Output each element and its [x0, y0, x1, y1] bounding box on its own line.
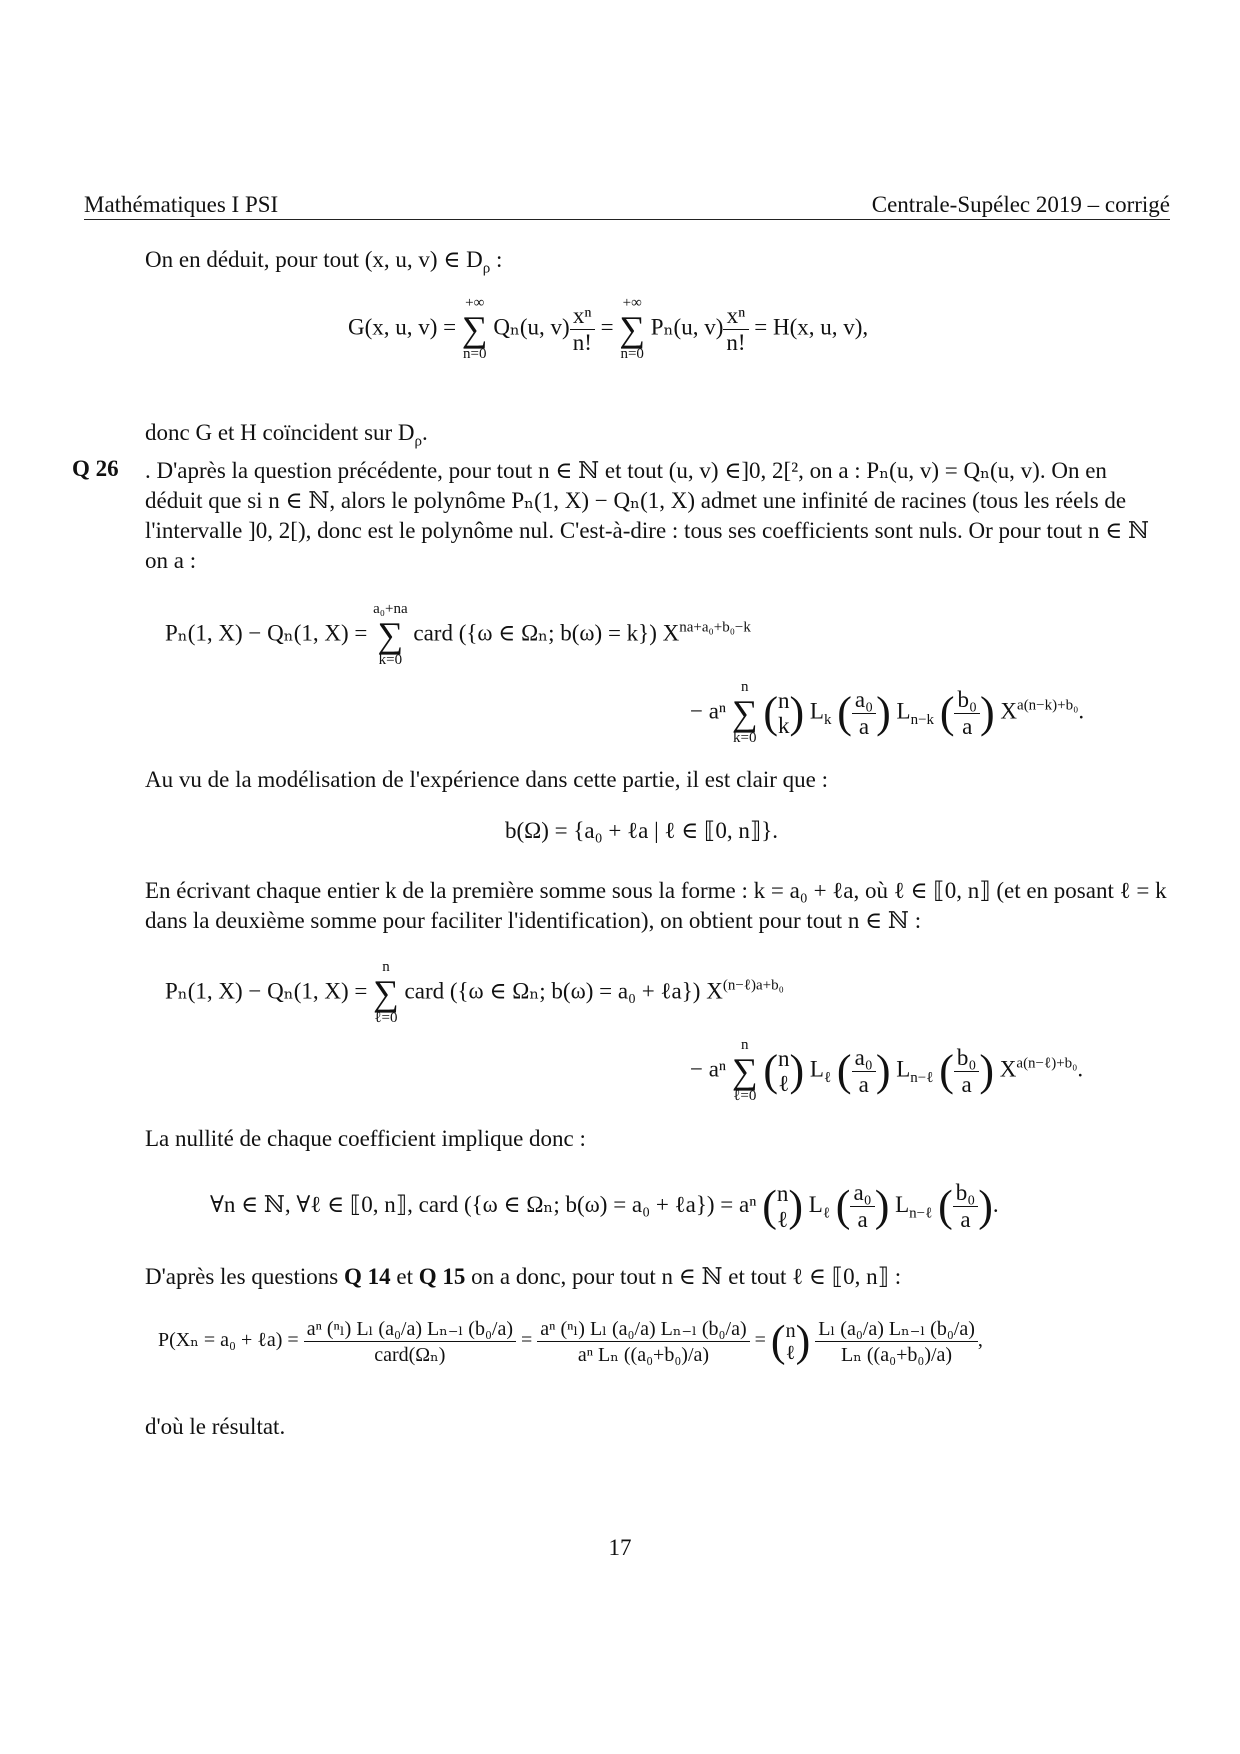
eq5-L2: L [895, 1191, 910, 1217]
eq1-frac-den: n! [572, 329, 592, 355]
eq2-exponent: na+a₀+b₀−k [679, 619, 751, 636]
ref-q15: Q 15 [418, 1264, 466, 1289]
eq6-f2-num: aⁿ (ⁿₗ) Lₗ (a₀/a) Lₙ₋ₗ (b₀/a) [537, 1316, 749, 1342]
left-paren: ( [837, 688, 852, 737]
eq5-f2-num: b₀ [953, 1180, 979, 1207]
eq2b-prefix: − aⁿ [690, 698, 727, 724]
left-paren: ( [939, 1046, 954, 1095]
right-paren: ) [874, 1181, 890, 1231]
eq6-binom-top: n [785, 1319, 796, 1342]
eq2b-f2-den: a [962, 713, 973, 739]
questions-pre: D'après les questions [145, 1264, 344, 1289]
eq2-sum [373, 602, 408, 668]
eq5-f1-num: a₀ [850, 1180, 874, 1207]
left-paren: ( [939, 688, 955, 737]
eq4b-f2-num: b₀ [954, 1045, 980, 1072]
left-paren: ( [763, 688, 779, 737]
final-paragraph: d'où le résultat. [145, 1414, 286, 1439]
eq1-sum-1 [462, 296, 488, 362]
eq4b-frac-1 [852, 1045, 876, 1098]
nullite-paragraph: La nullité de chaque coefficient implique donc : [145, 1126, 586, 1151]
eq4b-binom-bot: ℓ [778, 1071, 790, 1096]
right-paren: ) [789, 688, 805, 737]
right-paren: ) [876, 688, 891, 737]
eq1-frac-2 [723, 303, 748, 356]
eq5-L1-sub: ℓ [822, 1205, 831, 1222]
modelisation-paragraph: Au vu de la modélisation de l'expérience dans cette partie, il est clair que : [145, 767, 829, 792]
ecriture-paragraph: En écrivant chaque entier k de la première somme sous la forme : k = a₀ + ℓa, où ℓ ∈ ⟦0, n⟧ (et en posant ℓ = k dans la deuxième somme pour faciliter l'identification), on obtient pour tout n ∈ ℕ : [145, 878, 1167, 933]
eq2b-binom-top: n [778, 687, 790, 713]
eq1-frac-1 [570, 303, 595, 356]
eq4-exponent: (n−ℓ)a+b₀ [722, 977, 784, 994]
eq4b-sum-top: n [741, 1037, 749, 1053]
eq5-frac-1 [850, 1180, 874, 1233]
eq2b-L1-sub: k [823, 711, 832, 728]
equation-5 [210, 1180, 999, 1233]
eq5-L2-sub: n−ℓ [909, 1205, 933, 1222]
eq2b-sum-top: n [741, 679, 749, 695]
eq5-binom-bot: ℓ [777, 1206, 789, 1232]
equation-3: b(Ω) = {a₀ + ℓa | ℓ ∈ ⟦0, n⟧}. [505, 818, 779, 843]
eq2-sum-top: a₀+na [373, 601, 408, 617]
eq4b-f2-den: a [961, 1071, 972, 1097]
eq4b-L2-sub: n−ℓ [910, 1069, 934, 1086]
conclusion-paragraph [145, 418, 1170, 457]
eq5-L1: L [808, 1191, 823, 1217]
eq2b-L1: L [809, 698, 824, 724]
eq4b-f1-num: a₀ [852, 1045, 876, 1072]
eq6-equals-2: = [754, 1329, 766, 1352]
eq2b-L2: L [896, 698, 911, 724]
left-paren: ( [763, 1046, 779, 1095]
ref-q14: Q 14 [343, 1264, 391, 1289]
eq1-equals: = [600, 314, 614, 340]
eq2b-L2-sub: n−k [910, 711, 935, 728]
eq4b-prefix: − aⁿ [690, 1056, 727, 1082]
eq2b-sum [732, 680, 758, 746]
eq6-f3-num: Lₗ (a₀/a) Lₙ₋ₗ (b₀/a) [815, 1316, 978, 1342]
eq4b-sum-bot: ℓ=0 [733, 1088, 757, 1104]
eq1-sum2-bot: n=0 [620, 346, 644, 362]
right-paren: ) [789, 1046, 805, 1095]
eq6-left: P(Xₙ = a₀ + ℓa) = [158, 1329, 299, 1352]
eq6-frac-3 [815, 1316, 978, 1367]
questions-paragraph [145, 1262, 1170, 1292]
right-paren: ) [788, 1181, 804, 1231]
intro-sub: ρ [482, 260, 491, 277]
eq6-binom-bot: ℓ [785, 1341, 796, 1364]
eq1-frac2-num: xⁿ [723, 303, 748, 330]
intro-text: On en déduit, pour tout (x, u, v) ∈ D [145, 247, 483, 272]
left-paren: ( [836, 1046, 852, 1095]
left-paren: ( [938, 1181, 953, 1231]
eq2b-sum-bot: k=0 [733, 730, 757, 746]
eq4b-sum [732, 1038, 758, 1104]
sigma-symbol: ∑ [731, 693, 758, 733]
sigma-symbol: ∑ [461, 309, 488, 349]
eq1-frac2-den: n! [726, 329, 746, 355]
eq4b-L1: L [809, 1056, 824, 1082]
eq2b-f2-num: b₀ [954, 687, 980, 714]
header-right: Centrale-Supélec 2019 – corrigé [871, 192, 1170, 217]
eq4-sum-bot: ℓ=0 [374, 1010, 398, 1026]
eq2b-exponent: a(n−k)+b₀ [1017, 697, 1079, 714]
left-paren: ( [835, 1181, 851, 1231]
intro-tail: : [490, 247, 503, 272]
eq2-sum-bot: k=0 [378, 652, 403, 668]
eq6-f2-den: aⁿ Lₙ ((a₀+b₀)/a) [577, 1344, 710, 1366]
right-paren: ) [979, 1046, 995, 1095]
eq1-left: G(x, u, v) = [348, 314, 457, 340]
eq1-term-2: Pₙ(u, v) [650, 314, 724, 340]
eq2b-frac-1 [852, 687, 876, 740]
sigma-symbol: ∑ [619, 309, 646, 349]
question-label-q26: Q 26 [72, 456, 119, 481]
eq1-sum2-top: +∞ [622, 295, 642, 311]
eq6-frac-2 [537, 1316, 749, 1367]
eq6-f1-num: aⁿ (ⁿₗ) Lₗ (a₀/a) Lₙ₋ₗ (b₀/a) [304, 1316, 516, 1342]
eq4b-exponent: a(n−ℓ)+b₀ [1016, 1055, 1078, 1072]
conclusion-tail: . [422, 420, 428, 445]
eq4b-frac-2 [954, 1045, 980, 1098]
eq1-sum-top: +∞ [465, 295, 485, 311]
conclusion-text: donc G et H coïncident sur D [145, 420, 415, 445]
eq2b-f1-den: a [858, 713, 870, 739]
eq2-left: Pₙ(1, X) − Qₙ(1, X) = [165, 620, 368, 646]
conclusion-sub: ρ [414, 433, 423, 450]
equation-4 [165, 960, 784, 1026]
eq4-sum [373, 960, 399, 1026]
right-paren: ) [795, 1316, 811, 1366]
page-number: 17 [608, 1535, 632, 1560]
right-paren: ) [875, 1046, 891, 1095]
eq6-equals-1: = [521, 1329, 533, 1352]
eq5-left: ∀n ∈ ℕ, ∀ℓ ∈ ⟦0, n⟧, card ({ω ∈ Ωₙ; b(ω) = a₀ + ℓa}) = aⁿ [210, 1191, 757, 1217]
eq4b-binom-top: n [778, 1045, 790, 1071]
eq4b-L2: L [896, 1056, 911, 1082]
eq5-binom [777, 1181, 789, 1232]
eq2b-frac-2 [954, 687, 980, 740]
sigma-symbol: ∑ [731, 1051, 758, 1091]
questions-et: et [390, 1264, 419, 1289]
eq6-end: , [977, 1329, 983, 1352]
eq6-frac-1 [304, 1316, 516, 1367]
header-left: Mathématiques I PSI [84, 192, 279, 217]
equation-2 [165, 602, 751, 668]
eq1-sum-2 [619, 296, 645, 362]
left-paren: ( [770, 1316, 786, 1366]
equation-6 [158, 1316, 983, 1367]
right-paren: ) [978, 1181, 993, 1231]
eq2b-binom [778, 688, 790, 739]
eq5-f2-den: a [960, 1207, 971, 1232]
eq2b-binom-bot: k [778, 713, 790, 738]
eq2b-f1-num: a₀ [852, 687, 876, 714]
eq4b-end: . [1077, 1056, 1084, 1082]
questions-post: on a donc, pour tout n ∈ ℕ et tout ℓ ∈ ⟦0, n⟧ : [465, 1264, 902, 1289]
intro-paragraph [145, 245, 1170, 284]
eq5-end: . [992, 1191, 999, 1217]
eq1-right: = H(x, u, v), [754, 314, 869, 340]
eq4b-f1-den: a [858, 1071, 869, 1097]
eq6-binom [786, 1320, 796, 1364]
equation-4b [690, 1038, 1083, 1104]
eq4-term: card ({ω ∈ Ωₙ; b(ω) = a₀ + ℓa}) X [404, 978, 723, 1004]
eq6-f1-den: card(Ωₙ) [374, 1344, 446, 1366]
eq4b-binom [778, 1046, 790, 1097]
sigma-symbol: ∑ [373, 973, 399, 1013]
eq1-frac-num: xⁿ [570, 303, 595, 330]
eq1-term-1: Qₙ(u, v) [493, 314, 570, 340]
q26-paragraph: . D'après la question précédente, pour tout n ∈ ℕ et tout (u, v) ∈]0, 2[², on a : Pₙ(u, v) = Qₙ(u, v). On en déduit que si n ∈ ℕ, alors le polynôme Pₙ(1, X) − Qₙ(1, X) admet une infinité de racines (tous les réels de l'intervalle ]0, 2[), donc est le polynôme nul. C'est-à-dire : tous ses coefficients sont nuls. Or pour tout n ∈ ℕ on a : [145, 458, 1150, 573]
eq5-frac-2 [953, 1180, 979, 1233]
eq2b-X: X [1000, 698, 1018, 724]
eq2b-end: . [1078, 698, 1085, 724]
eq4b-X: X [999, 1056, 1017, 1082]
right-paren: ) [980, 688, 995, 737]
eq6-f3-den: Lₙ ((a₀+b₀)/a) [841, 1344, 953, 1366]
eq4-sum-top: n [382, 959, 390, 975]
equation-2b [690, 680, 1084, 746]
eq5-f1-den: a [857, 1207, 868, 1232]
eq5-binom-top: n [776, 1181, 789, 1207]
equation-1 [348, 296, 868, 362]
eq4-left: Pₙ(1, X) − Qₙ(1, X) = [165, 978, 368, 1004]
sigma-symbol: ∑ [377, 615, 404, 655]
left-paren: ( [762, 1181, 777, 1231]
eq1-sum-bot: n=0 [463, 346, 487, 362]
header-rule [84, 219, 1170, 220]
eq4b-L1-sub: ℓ [823, 1069, 832, 1086]
eq2-term: card ({ω ∈ Ωₙ; b(ω) = k}) X [413, 620, 680, 646]
